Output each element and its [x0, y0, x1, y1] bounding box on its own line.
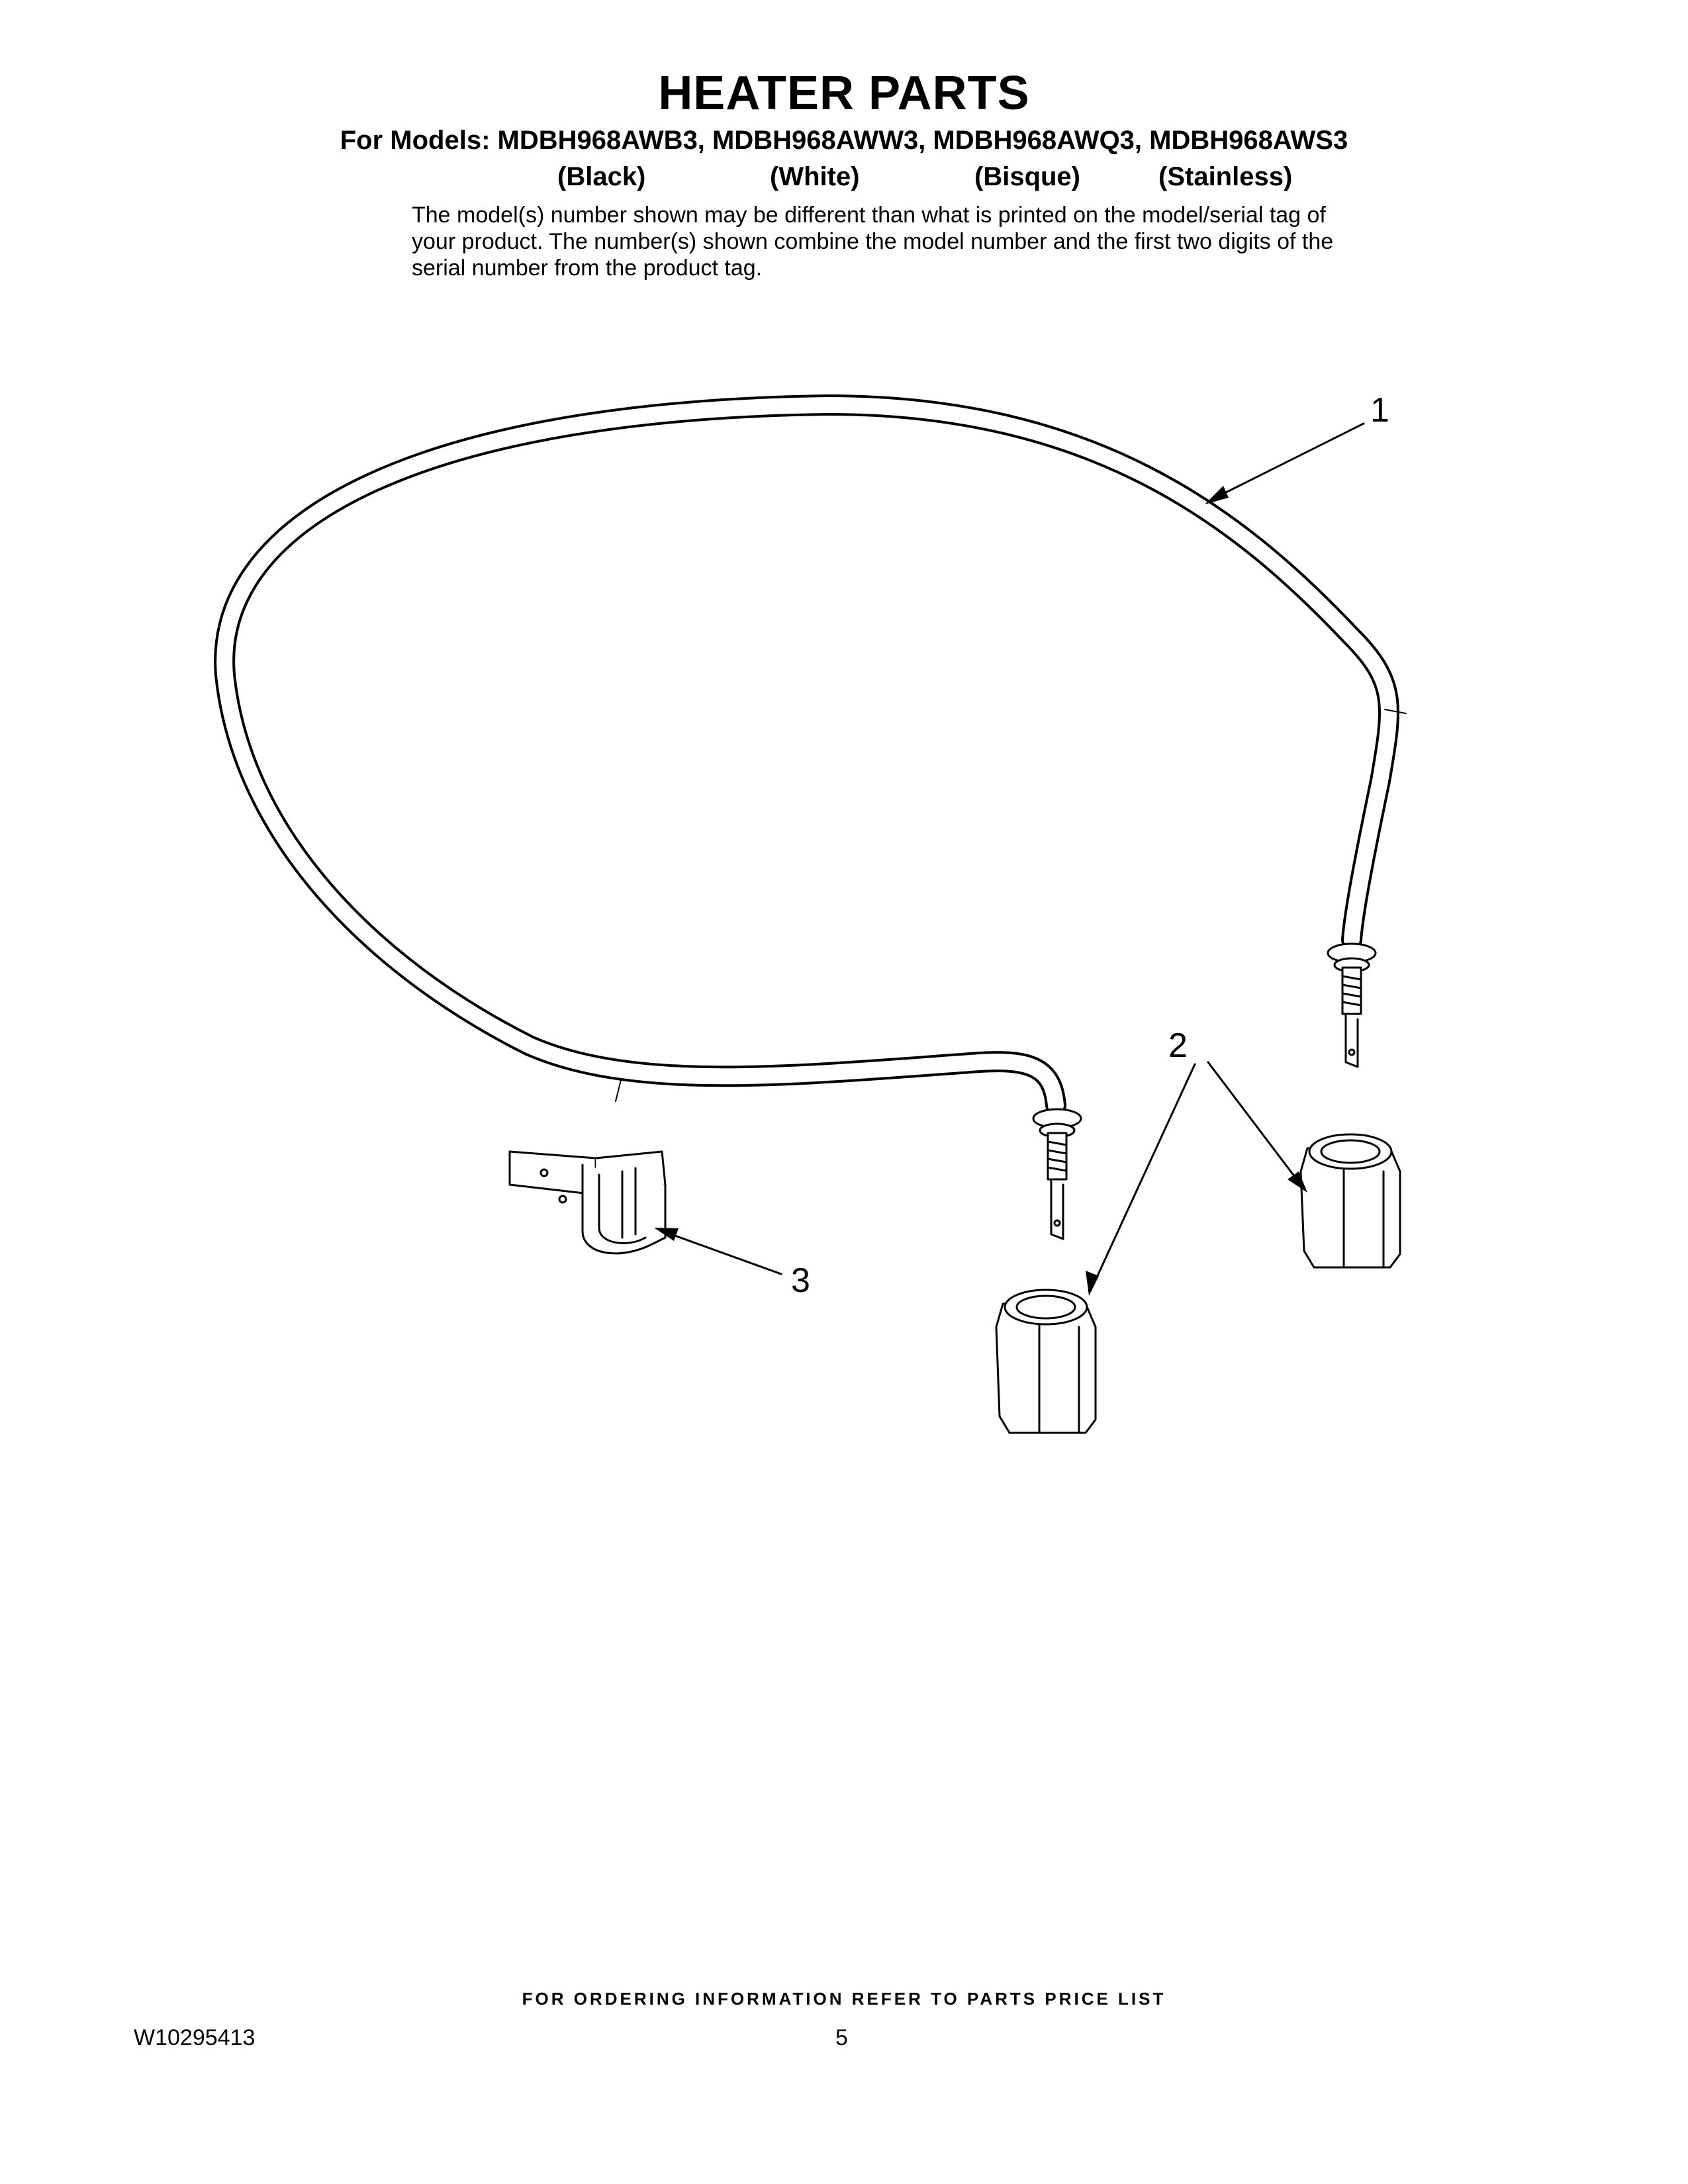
page-number: 5	[835, 2025, 848, 2050]
mounting-clip	[510, 1152, 665, 1253]
callout-3: 3	[791, 1261, 810, 1300]
arrowheads	[654, 486, 1307, 1296]
hex-nut-right	[1301, 1134, 1400, 1267]
document-number: W10295413	[134, 2025, 256, 2050]
color-black: (Black)	[557, 162, 646, 191]
color-white: (White)	[770, 162, 860, 191]
ordering-info: FOR ORDERING INFORMATION REFER TO PARTS PRICE LIST	[522, 1989, 1166, 2009]
heater-terminal-left	[1033, 1109, 1081, 1239]
model-number-note: The model(s) number shown may be different than what is printed on the model/serial tag of your product. The number(s) shown combine the model number and the first two digits of the serial number from the product tag.	[412, 203, 1334, 281]
heater-terminal-right	[1328, 944, 1376, 1067]
heater-element	[224, 405, 1406, 1105]
hex-nut-lower	[996, 1290, 1096, 1433]
page-title: HEATER PARTS	[658, 67, 1030, 120]
color-stainless: (Stainless)	[1158, 162, 1293, 191]
callout-1: 1	[1370, 391, 1389, 430]
color-bisque: (Bisque)	[974, 162, 1080, 191]
models-line: For Models: MDBH968AWB3, MDBH968AWW3, MDBH968AWQ3, MDBH968AWS3	[340, 126, 1348, 155]
callout-2: 2	[1168, 1026, 1188, 1065]
